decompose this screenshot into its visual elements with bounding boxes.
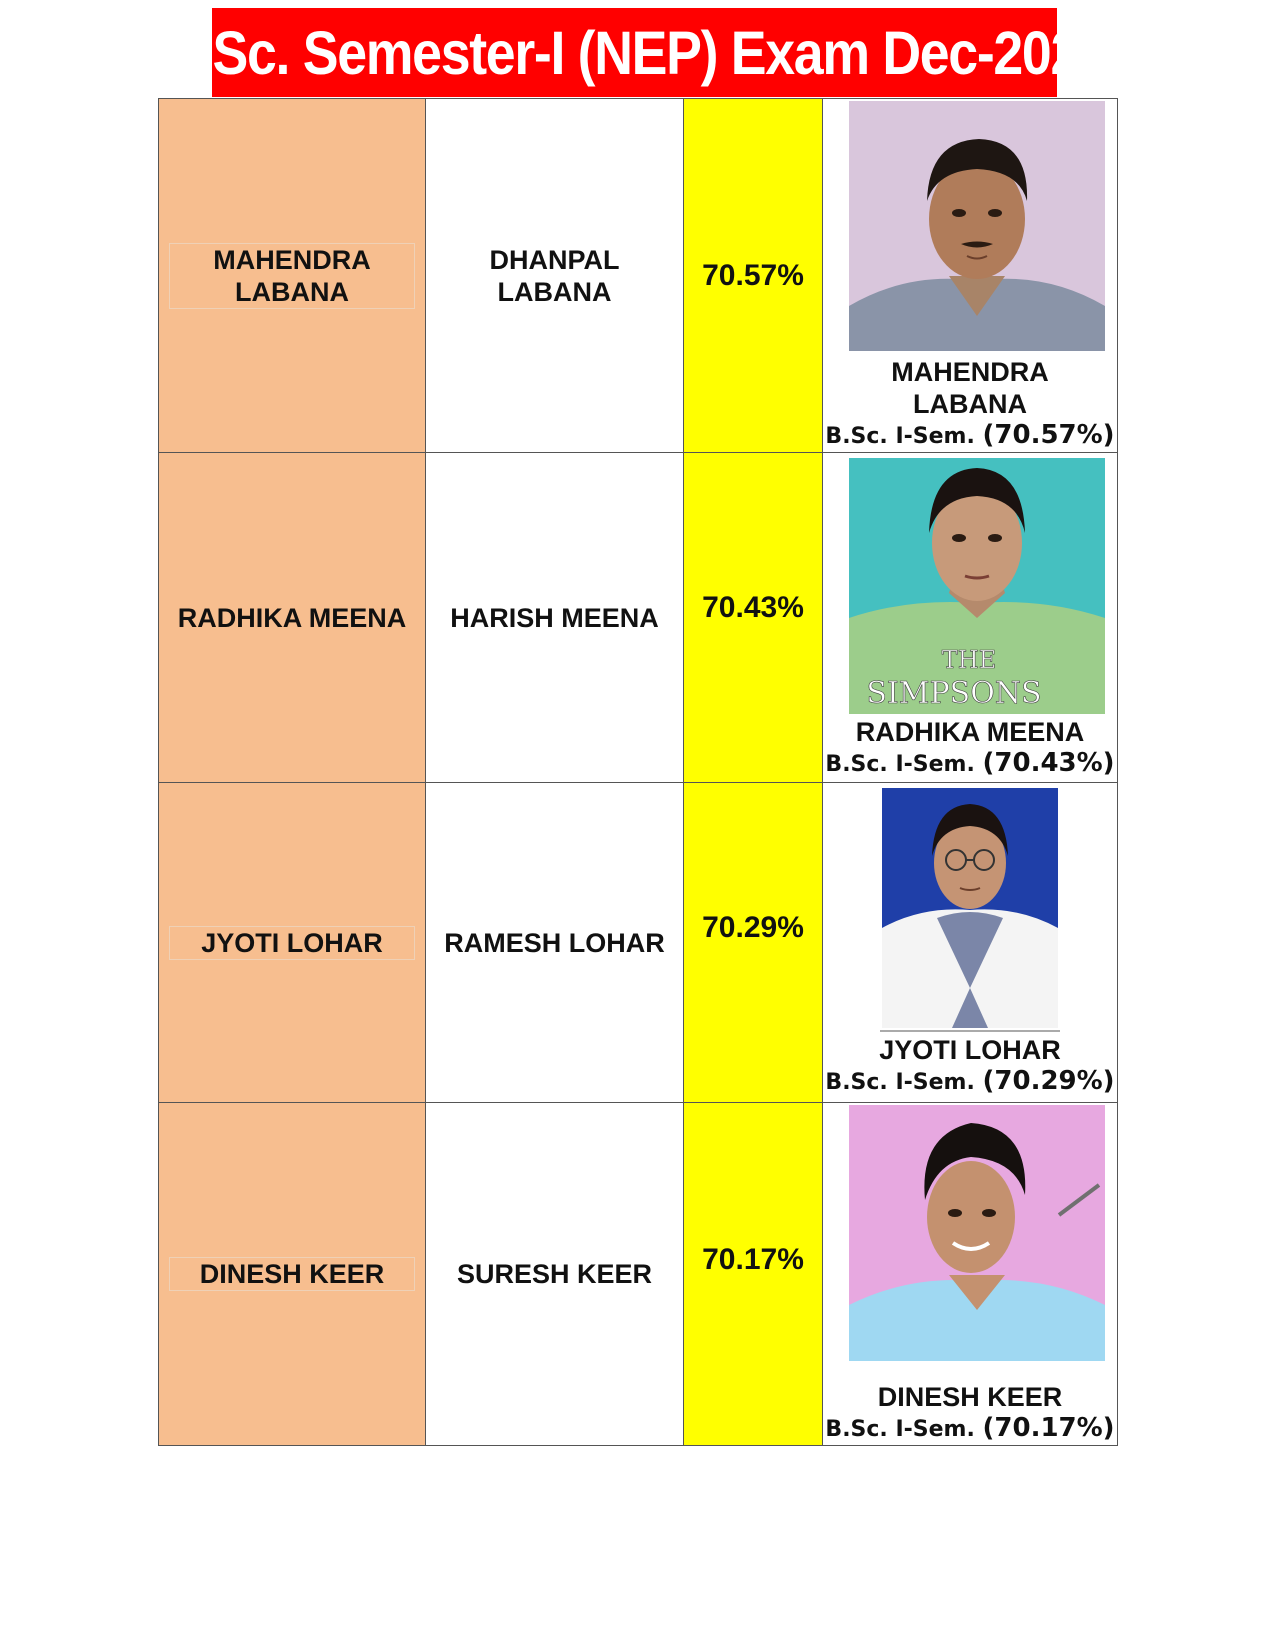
portrait-image [849, 101, 1105, 351]
photo-cell [823, 783, 1118, 1103]
father-name [426, 244, 683, 308]
photo-caption-name: JYOTI LOHAR [879, 1035, 1061, 1065]
photo-caption-name: RADHIKA MEENA [855, 717, 1085, 747]
student-name-line: MAHENDRA [213, 244, 371, 275]
father-name-cell [426, 783, 684, 1103]
student-name-line: LABANA [235, 276, 349, 307]
shirt-text: SIMPSONS [866, 676, 1042, 711]
student-name-cell [159, 99, 426, 453]
photo-caption-name [891, 356, 1049, 420]
father-name-cell [426, 99, 684, 453]
photo-caption-result [825, 1066, 1114, 1098]
student-name: DINESH KEER [169, 1257, 415, 1291]
page-title: B.Sc. Semester-I (NEP) Exam Dec-2024 [161, 18, 1108, 87]
student-name [169, 243, 415, 309]
percentage-cell [684, 453, 823, 783]
student-name-cell [159, 783, 426, 1103]
father-name: RAMESH LOHAR [444, 927, 665, 958]
percentage-value: 70.57% [702, 258, 804, 292]
student-name: JYOTI LOHAR [169, 926, 415, 960]
photo-caption-result [825, 1413, 1114, 1445]
student-photo [849, 101, 1105, 351]
photo-caption-name-line: MAHENDRA [891, 357, 1049, 387]
table-row [159, 99, 1118, 453]
father-name: SURESH KEER [456, 1259, 653, 1289]
table-row [159, 1103, 1118, 1446]
percentage-value: 70.43% [702, 591, 804, 624]
student-photo [849, 458, 1105, 714]
portrait-image [849, 458, 1105, 714]
photo-cell [823, 1103, 1118, 1446]
percentage-cell [684, 1103, 823, 1446]
table-row [159, 783, 1118, 1103]
photo-caption-name: DINESH KEER [877, 1382, 1063, 1412]
student-photo [882, 788, 1058, 1028]
student-name-cell [159, 1103, 426, 1446]
father-name-line: DHANPAL [489, 244, 620, 275]
photo-cell [823, 99, 1118, 453]
father-name-line: LABANA [497, 276, 612, 307]
photo-caption-name-line: LABANA [913, 389, 1027, 419]
photo-divider [880, 1030, 1060, 1032]
caption-percentage: (70.17%) [982, 1413, 1115, 1443]
table-row [159, 453, 1118, 783]
photo-caption-result [825, 420, 1114, 452]
percentage-value: 70.29% [702, 911, 804, 944]
caption-prefix: B.Sc. I-Sem. [825, 424, 975, 449]
percentage-cell [684, 99, 823, 453]
portrait-image [849, 1105, 1105, 1361]
page-title-banner [161, 8, 1108, 97]
results-table [158, 98, 1118, 1446]
caption-percentage: (70.29%) [982, 1066, 1115, 1096]
student-name: RADHIKA MEENA [177, 602, 407, 633]
photo-caption-result [825, 748, 1114, 780]
caption-prefix: B.Sc. I-Sem. [825, 1070, 975, 1095]
father-name: HARISH MEENA [450, 602, 659, 633]
student-photo [849, 1105, 1105, 1361]
percentage-value: 70.17% [702, 1243, 804, 1276]
shirt-text: THE [941, 646, 997, 674]
caption-percentage: (70.43%) [982, 748, 1115, 778]
portrait-image [882, 788, 1058, 1028]
caption-prefix: B.Sc. I-Sem. [825, 1417, 975, 1442]
caption-prefix: B.Sc. I-Sem. [825, 752, 975, 777]
photo-cell [823, 453, 1118, 783]
caption-percentage: (70.57%) [982, 420, 1115, 450]
father-name-cell [426, 453, 684, 783]
percentage-cell [684, 783, 823, 1103]
student-name-cell [159, 453, 426, 783]
father-name-cell [426, 1103, 684, 1446]
